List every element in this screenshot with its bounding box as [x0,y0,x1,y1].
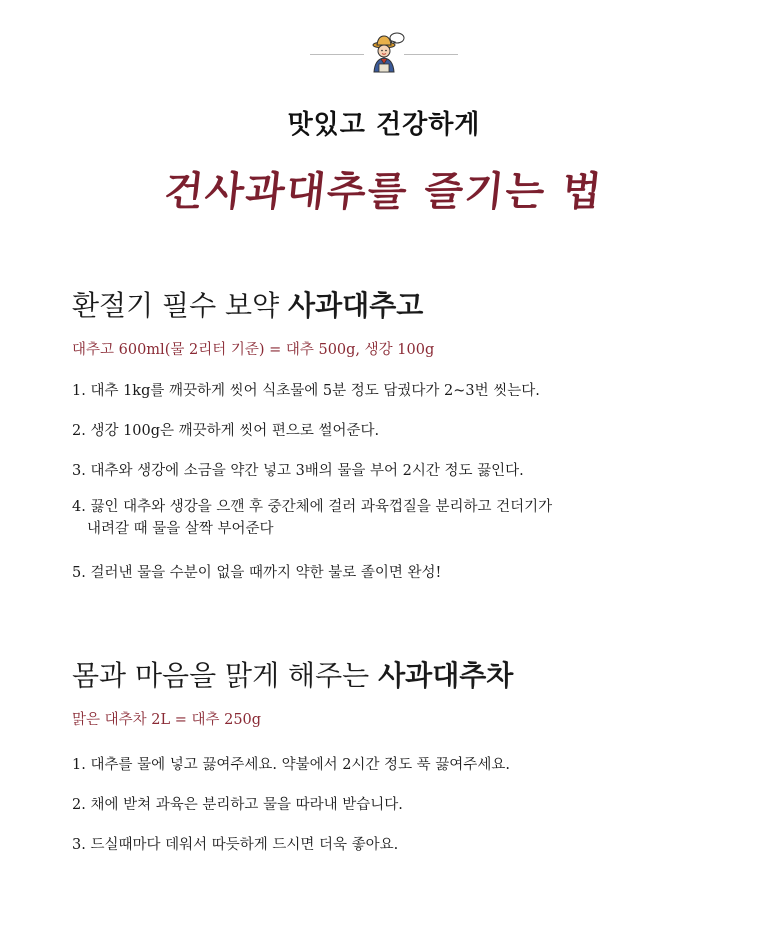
step-text: 5. 걸러낸 물을 수분이 없을 때까지 약한 불로 졸이면 완성! [72,565,442,581]
list-item [72,496,552,540]
step-text: 1. 대추를 물에 넣고 끓여주세요. 약불에서 2시간 정도 푹 끓여주세요. [72,757,510,773]
section-title [72,284,712,324]
section-title-bold: 사과대추차 [378,659,514,692]
section-title-light: 환절기 필수 보약 [72,289,289,322]
list-item [72,420,379,442]
section-title-bold: 사과대추고 [288,289,424,322]
list-item [72,834,398,856]
header-emblem [0,30,768,80]
section-title-light: 몸과 마음을 맑게 해주는 [72,659,379,692]
list-item [72,794,403,816]
recipe-section-tea [72,654,712,853]
chef-character-icon [366,30,406,74]
page-title: 건사과대추를 즐기는 법 [162,169,606,215]
list-item [72,562,441,584]
step-text: 3. 드실때마다 데워서 따듯하게 드시면 더욱 좋아요. [72,837,399,853]
section-title [72,654,712,694]
step-text: 2. 채에 받쳐 과육은 분리하고 물을 따라내 받습니다. [72,797,403,813]
step-text: 1. 대추 1kg를 깨끗하게 씻어 식초물에 5분 정도 담궜다가 2~3번 씻는다. [72,383,540,399]
recipe-section-jam [72,284,712,581]
list-item [72,380,540,402]
divider-right [404,54,458,55]
step-text: 4. 끓인 대추와 생강을 으깬 후 중간체에 걸러 과육껍질을 분리하고 건더기가 [72,499,553,515]
section-ingredients-note: 맑은 대추차 2L = 대추 250g [72,712,262,728]
step-text-continued: 내려갈 때 물을 살짝 부어준다 [87,521,274,537]
page-subtitle: 맛있고 건강하게 [287,110,481,140]
step-text: 3. 대추와 생강에 소금을 약간 넣고 3배의 물을 부어 2시간 정도 끓인다. [72,463,524,479]
list-item [72,754,510,776]
divider-left [310,54,364,55]
step-text: 2. 생강 100g은 깨끗하게 씻어 편으로 썰어준다. [72,423,380,439]
list-item [72,460,524,482]
section-ingredients-note: 대추고 600ml(물 2리터 기준) = 대추 500g, 생강 100g [72,342,435,358]
